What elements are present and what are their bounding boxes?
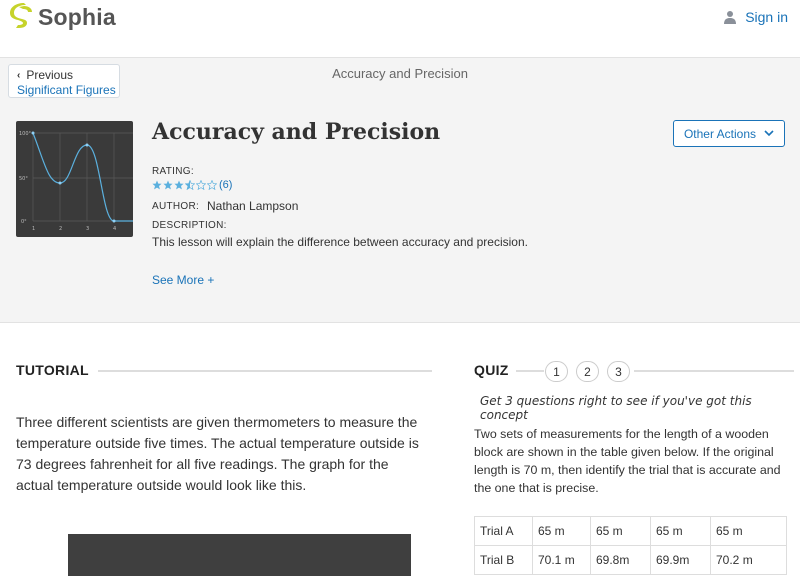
thumb-y-label: 0° (21, 219, 27, 225)
user-icon (723, 10, 737, 24)
tutorial-heading: TUTORIAL (16, 362, 89, 378)
other-actions-dropdown[interactable] (673, 120, 785, 147)
quiz-divider (634, 370, 794, 372)
thumb-y-label: 100° (19, 131, 32, 137)
star-empty-icon (207, 180, 217, 190)
brand-name: Sophia (38, 3, 116, 30)
chevron-left-icon: ‹ (17, 69, 21, 81)
star-empty-icon (196, 180, 206, 190)
sophia-logo[interactable] (10, 3, 116, 31)
table-cell: 70.2 m (711, 546, 787, 575)
star-full-icon (174, 180, 184, 190)
chevron-down-icon (764, 130, 774, 137)
quiz-question: Two sets of measurements for the length of a wooden block are shown in the table given below. If the original length is 70 m, then identify the trial that is accurate and the one that is precise. (474, 427, 781, 495)
rating-label: RATING: (152, 166, 194, 177)
sign-in-link[interactable] (723, 9, 788, 25)
lesson-subbar (0, 58, 800, 103)
tutorial-divider (98, 370, 432, 372)
table-cell: 65 m (651, 517, 711, 546)
table-cell: Trial A (475, 517, 533, 546)
table-row (475, 546, 787, 575)
table-cell: 65 m (533, 517, 591, 546)
see-more-link[interactable]: See More + (152, 273, 215, 287)
other-actions-label: Other Actions (683, 126, 757, 141)
quiz-heading: QUIZ (474, 362, 509, 378)
quiz-divider (516, 370, 544, 372)
star-full-icon (163, 180, 173, 190)
tutorial-text: Three different scientists are given thermometers to measure the temperature outside five times. The actual temperature outside is 73 degrees fahrenheit for all five readings. The graph for the actual temperature outside would look like this. (16, 414, 419, 493)
table-cell: 65 m (711, 517, 787, 546)
lesson-header (0, 103, 800, 323)
sign-in-label: Sign in (745, 9, 788, 25)
description-text: This lesson will explain the difference between accuracy and precision. (152, 235, 528, 249)
lesson-title: Accuracy and Precision (152, 119, 441, 145)
previous-lesson-title: Significant Figures (17, 83, 116, 97)
sophia-logo-icon (10, 3, 34, 31)
thumb-x-label: 2 (59, 226, 63, 232)
description-label: DESCRIPTION: (152, 220, 227, 231)
quiz-hint: Get 3 questions right to see if you've got this concept (480, 394, 752, 422)
top-navbar (0, 0, 800, 58)
tutorial-graph-image (68, 534, 411, 576)
author-label: AUTHOR: (152, 201, 200, 212)
quiz-table (474, 516, 787, 575)
quiz-step[interactable]: 3 (607, 361, 630, 382)
star-half-icon (185, 180, 195, 190)
thumb-x-label: 3 (86, 226, 90, 232)
thumbnail-graph (16, 121, 133, 237)
thumb-y-label: 50° (19, 176, 28, 182)
rating-count[interactable]: (6) (219, 179, 233, 191)
previous-label: Previous (26, 68, 74, 82)
table-cell: 69.9m (651, 546, 711, 575)
quiz-step[interactable]: 1 (545, 361, 568, 382)
star-full-icon (152, 180, 162, 190)
table-cell: 70.1 m (533, 546, 591, 575)
table-cell: 69.8m (591, 546, 651, 575)
author-name: Nathan Lampson (207, 199, 299, 213)
quiz-step[interactable]: 2 (576, 361, 599, 382)
table-row (475, 517, 787, 546)
rating-stars[interactable] (152, 179, 232, 191)
thumb-x-label: 1 (32, 226, 36, 232)
thumb-x-label: 4 (113, 226, 117, 232)
table-cell: Trial B (475, 546, 533, 575)
lesson-thumbnail[interactable] (16, 121, 133, 237)
quiz-progress (545, 361, 630, 382)
subbar-title: Accuracy and Precision (332, 66, 468, 81)
table-cell: 65 m (591, 517, 651, 546)
